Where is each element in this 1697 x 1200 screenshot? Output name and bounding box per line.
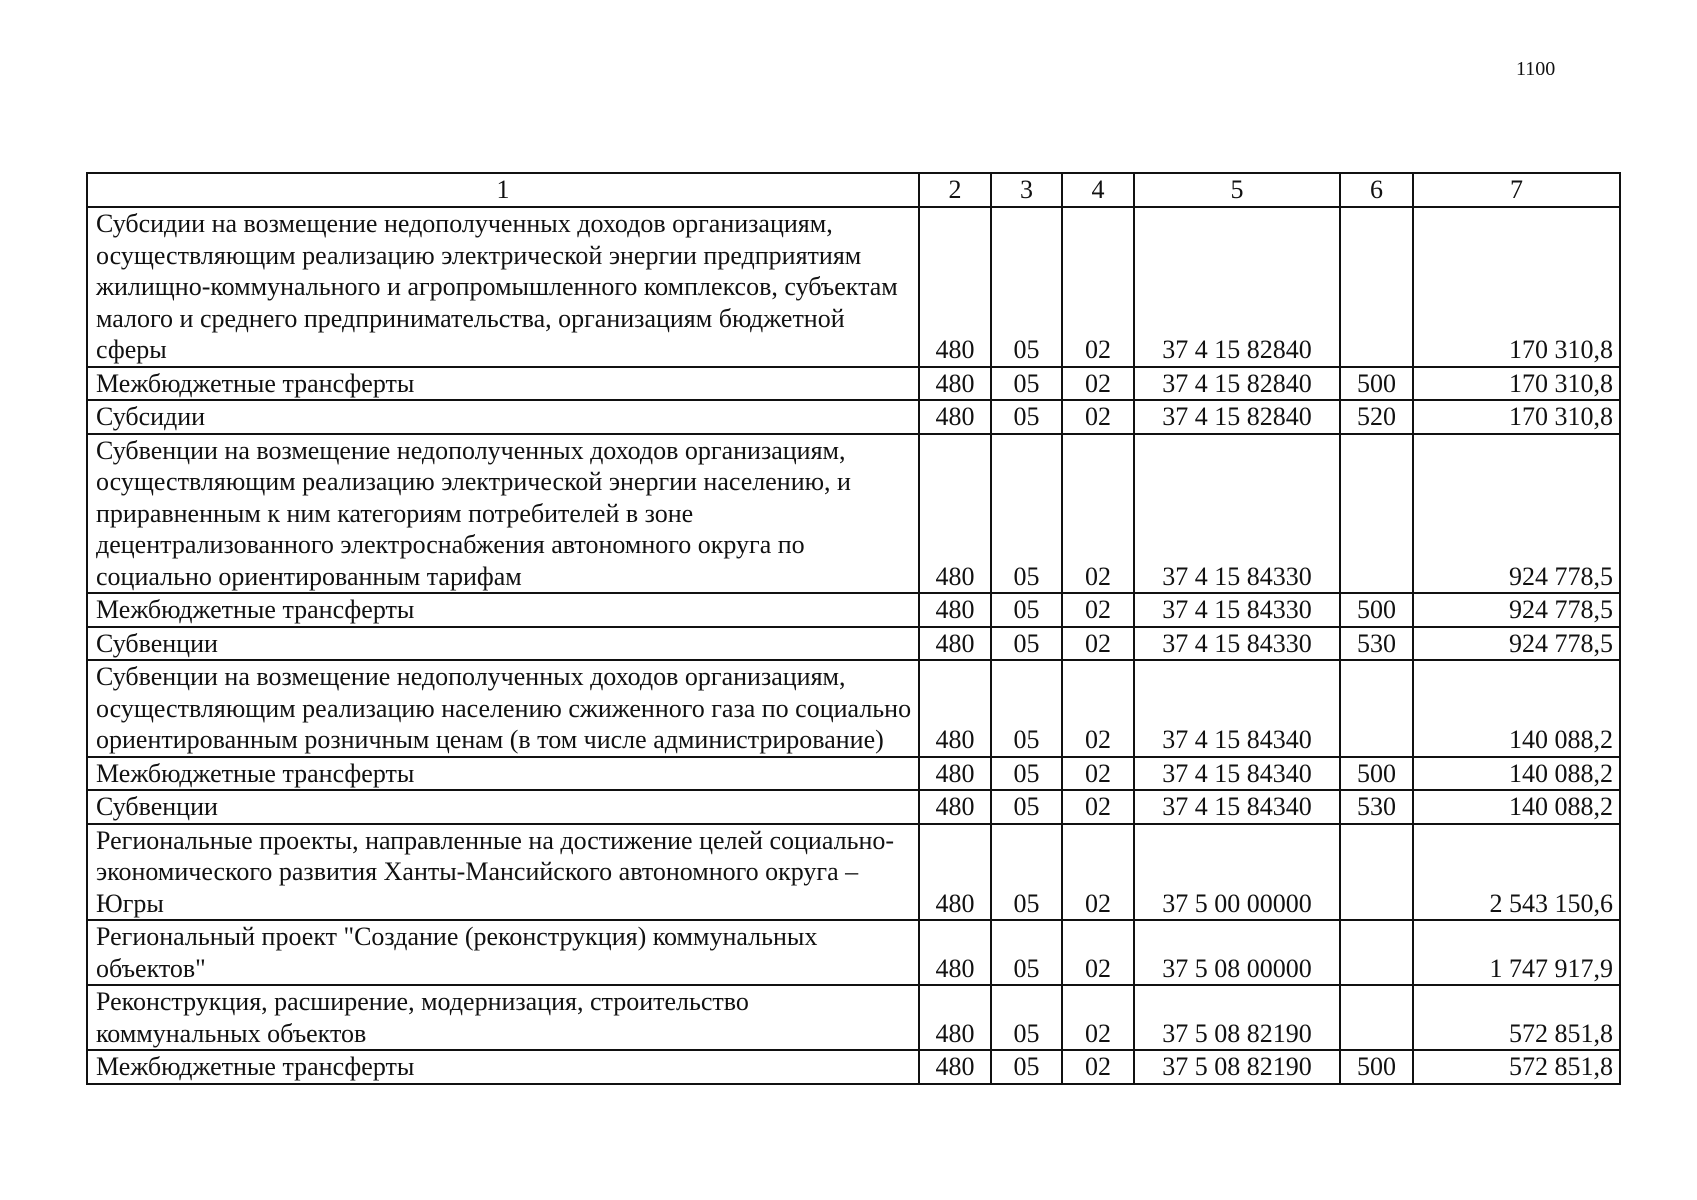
- cell-description: Межбюджетные трансферты: [87, 367, 919, 401]
- table-row: [87, 434, 1620, 594]
- column-header: 4: [1062, 173, 1134, 207]
- cell-section: 05: [991, 824, 1062, 921]
- table-row: [87, 627, 1620, 661]
- cell-target-article: 37 4 15 82840: [1134, 400, 1340, 434]
- cell-section: 05: [991, 367, 1062, 401]
- cell-description: Межбюджетные трансферты: [87, 1050, 919, 1084]
- cell-target-article: 37 4 15 82840: [1134, 367, 1340, 401]
- cell-expense-type: [1340, 920, 1413, 985]
- table-row: [87, 757, 1620, 791]
- cell-target-article: 37 5 00 00000: [1134, 824, 1340, 921]
- cell-target-article: 37 4 15 84330: [1134, 627, 1340, 661]
- cell-description: Субвенции на возмещение недополученных доходов организациям, осуществляющим реализацию электрической энергии населению, и приравненным к ним категориям потребителей в зоне децентрализованного электроснабжения автономного округа по социально ориентированным тарифам: [87, 434, 919, 594]
- cell-target-article: 37 5 08 82190: [1134, 1050, 1340, 1084]
- cell-expense-type: 520: [1340, 400, 1413, 434]
- cell-ministry-code: 480: [919, 434, 991, 594]
- cell-expense-type: [1340, 985, 1413, 1050]
- cell-amount: 924 778,5: [1413, 627, 1620, 661]
- cell-target-article: 37 4 15 84340: [1134, 757, 1340, 791]
- cell-amount: 924 778,5: [1413, 593, 1620, 627]
- cell-ministry-code: 480: [919, 400, 991, 434]
- cell-subsection: 02: [1062, 790, 1134, 824]
- cell-subsection: 02: [1062, 920, 1134, 985]
- table-row: [87, 593, 1620, 627]
- cell-target-article: 37 4 15 82840: [1134, 207, 1340, 367]
- cell-description: Региональные проекты, направленные на достижение целей социально-экономического развития Ханты-Мансийского автономного округа – Югры: [87, 824, 919, 921]
- cell-expense-type: 530: [1340, 627, 1413, 661]
- table-row: [87, 985, 1620, 1050]
- cell-description: Реконструкция, расширение, модернизация, строительство коммунальных объектов: [87, 985, 919, 1050]
- cell-amount: 2 543 150,6: [1413, 824, 1620, 921]
- cell-expense-type: 500: [1340, 593, 1413, 627]
- cell-section: 05: [991, 593, 1062, 627]
- cell-target-article: 37 5 08 82190: [1134, 985, 1340, 1050]
- table-row: [87, 790, 1620, 824]
- table-row: [87, 207, 1620, 367]
- cell-section: 05: [991, 434, 1062, 594]
- cell-ministry-code: 480: [919, 790, 991, 824]
- cell-section: 05: [991, 1050, 1062, 1084]
- column-header: 3: [991, 173, 1062, 207]
- cell-subsection: 02: [1062, 434, 1134, 594]
- cell-subsection: 02: [1062, 400, 1134, 434]
- cell-ministry-code: 480: [919, 757, 991, 791]
- column-header: 7: [1413, 173, 1620, 207]
- cell-ministry-code: 480: [919, 1050, 991, 1084]
- cell-description: Субвенции: [87, 627, 919, 661]
- header-row: [87, 173, 1620, 207]
- table-row: [87, 660, 1620, 757]
- cell-target-article: 37 4 15 84340: [1134, 790, 1340, 824]
- cell-target-article: 37 4 15 84330: [1134, 593, 1340, 627]
- cell-section: 05: [991, 985, 1062, 1050]
- table-row: [87, 400, 1620, 434]
- cell-expense-type: 530: [1340, 790, 1413, 824]
- cell-ministry-code: 480: [919, 824, 991, 921]
- cell-section: 05: [991, 207, 1062, 367]
- column-header: 5: [1134, 173, 1340, 207]
- cell-amount: 924 778,5: [1413, 434, 1620, 594]
- cell-expense-type: 500: [1340, 757, 1413, 791]
- cell-target-article: 37 4 15 84330: [1134, 434, 1340, 594]
- cell-expense-type: [1340, 660, 1413, 757]
- table-row: [87, 367, 1620, 401]
- cell-ministry-code: 480: [919, 593, 991, 627]
- cell-amount: 170 310,8: [1413, 400, 1620, 434]
- page-number: 1100: [1516, 58, 1556, 80]
- column-header: 6: [1340, 173, 1413, 207]
- budget-table: [86, 172, 1621, 1085]
- cell-ministry-code: 480: [919, 920, 991, 985]
- cell-description: Субвенции: [87, 790, 919, 824]
- cell-amount: 140 088,2: [1413, 757, 1620, 791]
- cell-expense-type: [1340, 824, 1413, 921]
- cell-amount: 170 310,8: [1413, 207, 1620, 367]
- column-header: 1: [87, 173, 919, 207]
- cell-subsection: 02: [1062, 627, 1134, 661]
- cell-description: Субсидии: [87, 400, 919, 434]
- table-row: [87, 824, 1620, 921]
- cell-amount: 1 747 917,9: [1413, 920, 1620, 985]
- cell-amount: 572 851,8: [1413, 985, 1620, 1050]
- cell-subsection: 02: [1062, 367, 1134, 401]
- cell-ministry-code: 480: [919, 985, 991, 1050]
- cell-subsection: 02: [1062, 660, 1134, 757]
- cell-amount: 572 851,8: [1413, 1050, 1620, 1084]
- cell-section: 05: [991, 757, 1062, 791]
- cell-ministry-code: 480: [919, 207, 991, 367]
- cell-description: Межбюджетные трансферты: [87, 593, 919, 627]
- cell-target-article: 37 4 15 84340: [1134, 660, 1340, 757]
- cell-expense-type: 500: [1340, 1050, 1413, 1084]
- cell-section: 05: [991, 400, 1062, 434]
- cell-subsection: 02: [1062, 593, 1134, 627]
- cell-expense-type: [1340, 207, 1413, 367]
- cell-amount: 170 310,8: [1413, 367, 1620, 401]
- cell-description: Субвенции на возмещение недополученных доходов организациям, осуществляющим реализацию населению сжиженного газа по социально ориентированным розничным ценам (в том числе администрирование): [87, 660, 919, 757]
- cell-target-article: 37 5 08 00000: [1134, 920, 1340, 985]
- cell-expense-type: [1340, 434, 1413, 594]
- cell-subsection: 02: [1062, 824, 1134, 921]
- cell-description: Межбюджетные трансферты: [87, 757, 919, 791]
- cell-section: 05: [991, 790, 1062, 824]
- cell-subsection: 02: [1062, 1050, 1134, 1084]
- cell-amount: 140 088,2: [1413, 790, 1620, 824]
- cell-description: Субсидии на возмещение недополученных доходов организациям, осуществляющим реализацию электрической энергии предприятиям жилищно-коммунального и агропромышленного комплексов, субъектам малого и среднего предпринимательства, организациям бюджетной сферы: [87, 207, 919, 367]
- cell-subsection: 02: [1062, 207, 1134, 367]
- cell-section: 05: [991, 627, 1062, 661]
- cell-section: 05: [991, 920, 1062, 985]
- table-row: [87, 1050, 1620, 1084]
- cell-subsection: 02: [1062, 985, 1134, 1050]
- cell-expense-type: 500: [1340, 367, 1413, 401]
- column-header: 2: [919, 173, 991, 207]
- table-row: [87, 920, 1620, 985]
- cell-description: Региональный проект "Создание (реконструкция) коммунальных объектов": [87, 920, 919, 985]
- cell-ministry-code: 480: [919, 627, 991, 661]
- cell-ministry-code: 480: [919, 660, 991, 757]
- cell-ministry-code: 480: [919, 367, 991, 401]
- cell-subsection: 02: [1062, 757, 1134, 791]
- cell-section: 05: [991, 660, 1062, 757]
- cell-amount: 140 088,2: [1413, 660, 1620, 757]
